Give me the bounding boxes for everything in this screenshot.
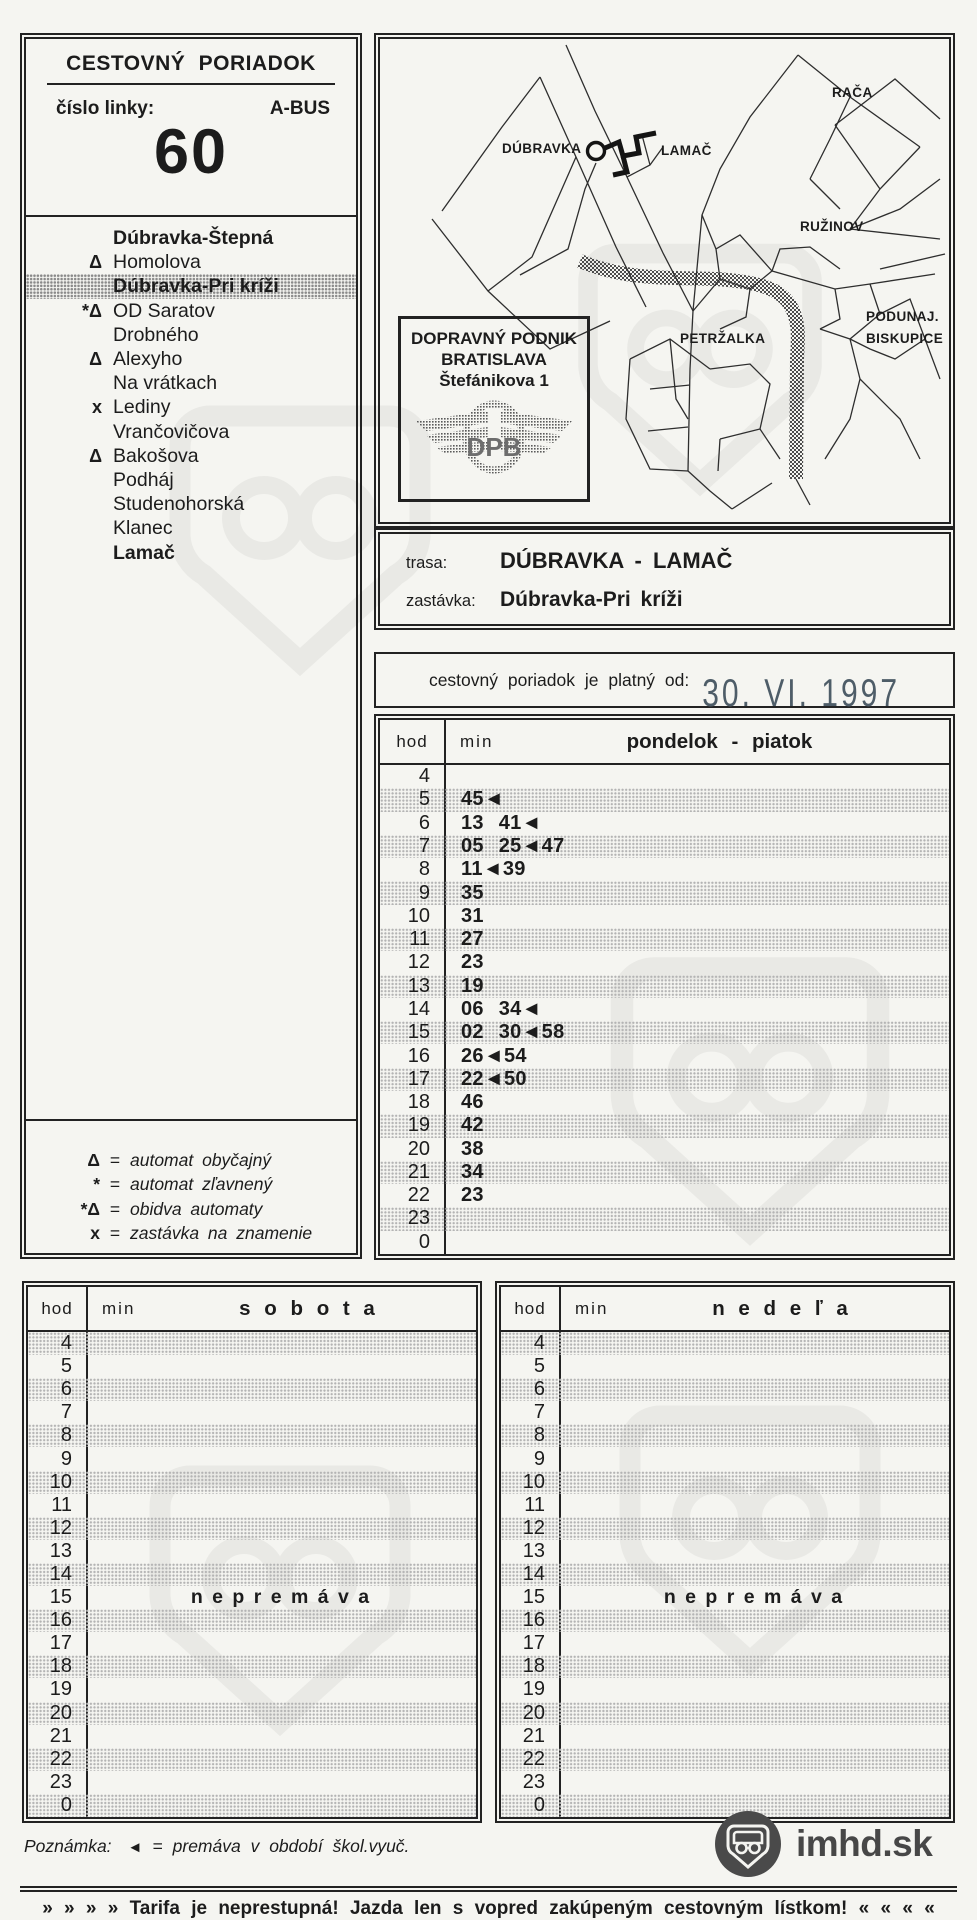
route-label: trasa: <box>406 554 448 572</box>
minutes-cell: 11◄39 <box>461 858 526 881</box>
hour-cell: 4 <box>533 1332 545 1355</box>
hour-cell: 16 <box>407 1044 430 1067</box>
map-label-petrzalka: PETRŽALKA <box>680 331 766 346</box>
timetable-row <box>28 1794 476 1817</box>
timetable-row <box>28 1702 476 1725</box>
footnote <box>24 1836 409 1857</box>
timetable-row <box>28 1563 476 1586</box>
line-info-panel <box>20 33 362 1259</box>
hour-cell: 12 <box>49 1516 72 1539</box>
timetable-row <box>380 951 949 974</box>
timetable-row <box>28 1447 476 1470</box>
timetable-row <box>28 1748 476 1771</box>
minutes-cell: 46 <box>461 1091 484 1114</box>
stop-symbol: Δ <box>89 252 102 273</box>
legend-row <box>26 1197 356 1222</box>
legend-symbol: Δ <box>87 1149 100 1170</box>
line-header <box>26 39 356 217</box>
stop-name: Vrančovičova <box>113 420 230 443</box>
timetable-header <box>380 720 949 765</box>
stop-name: Alexyho <box>113 348 183 371</box>
hour-cell: 8 <box>60 1424 72 1447</box>
timetable-row <box>501 1609 949 1632</box>
timetable-row <box>28 1401 476 1424</box>
timetable-row <box>28 1517 476 1540</box>
timetable-row <box>501 1655 949 1678</box>
hour-cell: 23 <box>407 1207 430 1230</box>
hour-cell: 5 <box>60 1355 72 1378</box>
timetable-row <box>380 1161 949 1184</box>
school-service-icon: ◄ <box>127 1839 143 1856</box>
timetable-row <box>28 1655 476 1678</box>
timetable-row <box>380 1114 949 1137</box>
minutes-cell: 38 <box>461 1137 484 1160</box>
hour-cell: 22 <box>522 1747 545 1770</box>
route-info-box <box>374 528 955 630</box>
timetable-row <box>501 1332 949 1355</box>
hour-cell: 21 <box>49 1724 72 1747</box>
imhd-branding <box>714 1810 932 1878</box>
timetable-row <box>28 1355 476 1378</box>
stop-name: Bakošova <box>113 444 199 467</box>
map-label-raca: RAČA <box>832 85 873 100</box>
timetable-row <box>501 1748 949 1771</box>
map-label-ruzinov: RUŽINOV <box>800 219 864 234</box>
stop-value: Dúbravka-Pri kríži <box>500 588 683 611</box>
stop-row <box>26 420 356 444</box>
minutes-cell: 23 <box>461 951 484 974</box>
hour-cell: 0 <box>60 1793 72 1816</box>
stop-name: Klanec <box>113 517 173 540</box>
hour-cell: 16 <box>522 1609 545 1632</box>
timetable-row <box>28 1494 476 1517</box>
hour-cell: 20 <box>522 1701 545 1724</box>
notice-lead-arrows: » » » » <box>42 1898 119 1919</box>
company-name-2: BRATISLAVA <box>441 350 547 369</box>
timetable-row <box>380 788 949 811</box>
timetable-row <box>380 881 949 904</box>
hour-cell: 11 <box>409 928 430 951</box>
hour-cell: 9 <box>60 1447 72 1470</box>
hour-cell: 9 <box>533 1447 545 1470</box>
hour-cell: 5 <box>533 1355 545 1378</box>
stop-list <box>26 217 356 1119</box>
timetable-row <box>380 975 949 998</box>
hour-cell: 10 <box>49 1470 72 1493</box>
hour-cell: 14 <box>49 1562 72 1585</box>
hour-cell: 13 <box>407 974 430 997</box>
hour-cell: 20 <box>407 1137 430 1160</box>
hour-cell: 18 <box>407 1091 430 1114</box>
hour-cell: 10 <box>407 904 430 927</box>
hour-cell: 10 <box>522 1470 545 1493</box>
hour-cell: 18 <box>49 1655 72 1678</box>
day-label: pondelok - piatok <box>626 729 813 753</box>
equals-sign: = <box>109 1149 121 1170</box>
line-type-code: A-BUS <box>269 98 330 119</box>
hour-cell: 7 <box>533 1401 545 1424</box>
validity-date-stamp: 30. VI. 1997 <box>702 672 901 715</box>
hour-cell: 11 <box>51 1493 72 1516</box>
hour-column-header: hod <box>514 1298 546 1318</box>
hour-cell: 19 <box>407 1114 430 1137</box>
route-value: DÚBRAVKA - LAMAČ <box>500 548 733 573</box>
stop-symbol: x <box>91 397 102 418</box>
hour-cell: 16 <box>49 1609 72 1632</box>
day-label: n e d e ľ a <box>712 1296 848 1320</box>
timetable-row <box>501 1378 949 1401</box>
timetable-row <box>501 1632 949 1655</box>
footnote-label: Poznámka: <box>24 1836 112 1856</box>
hour-cell: 5 <box>418 788 430 811</box>
no-service-note: n e p r e m á v a <box>190 1586 372 1609</box>
map-label-podunaj-1: PODUNAJ. <box>866 309 939 324</box>
legend-text: automat zľavnený <box>130 1174 273 1195</box>
hour-cell: 4 <box>60 1332 72 1355</box>
timetable-row <box>501 1702 949 1725</box>
timetable-row <box>501 1517 949 1540</box>
transport-company-box <box>398 316 590 502</box>
legend-row <box>26 1148 356 1173</box>
stop-row <box>26 468 356 492</box>
timetable-row <box>380 1044 949 1067</box>
timetable-row <box>501 1494 949 1517</box>
stop-row <box>26 299 356 323</box>
weekday-timetable <box>374 714 955 1260</box>
hour-cell: 23 <box>522 1770 545 1793</box>
stop-row <box>26 226 356 250</box>
timetable-row <box>28 1771 476 1794</box>
stop-name: Studenohorská <box>113 493 245 516</box>
hour-cell: 23 <box>49 1770 72 1793</box>
validity-label: cestovný poriadok je platný od: <box>428 669 690 690</box>
footer-rule <box>20 1886 957 1892</box>
page-title: CESTOVNÝ PORIADOK <box>66 52 316 75</box>
equals-sign: = <box>109 1223 121 1244</box>
stop-row <box>26 540 356 564</box>
symbol-legend <box>26 1119 356 1253</box>
legend-text: obidva automaty <box>130 1198 263 1219</box>
stop-row <box>26 492 356 516</box>
equals-sign: = <box>109 1198 121 1219</box>
minutes-cell: 19 <box>461 974 484 997</box>
hour-cell: 6 <box>418 811 430 834</box>
company-address: Štefánikova 1 <box>439 371 549 390</box>
minute-column-header: min <box>575 1298 609 1318</box>
legend-row <box>26 1173 356 1198</box>
timetable-row <box>501 1771 949 1794</box>
hour-cell: 19 <box>522 1678 545 1701</box>
stop-symbol: Δ <box>89 349 102 370</box>
minutes-cell: 06 34◄ <box>461 997 542 1020</box>
stop-row <box>26 347 356 371</box>
timetable-row <box>380 858 949 881</box>
timetable-header <box>501 1287 949 1332</box>
hour-cell: 21 <box>407 1160 430 1183</box>
timetable-row <box>28 1471 476 1494</box>
timetable-row <box>28 1632 476 1655</box>
minutes-cell: 34 <box>461 1160 484 1183</box>
timetable-row <box>501 1424 949 1447</box>
timetable-row <box>501 1563 949 1586</box>
hour-cell: 7 <box>418 834 430 857</box>
no-service-note: n e p r e m á v a <box>663 1586 845 1609</box>
timetable-row <box>28 1678 476 1701</box>
legend-text: zastávka na znamenie <box>130 1223 313 1244</box>
timetable-row <box>380 1231 949 1254</box>
notice-text: Tarifa je neprestupná! Jazda len s vopred zakúpeným cestovným lístkom! <box>129 1898 848 1919</box>
hour-cell: 20 <box>49 1701 72 1724</box>
stop-row <box>26 395 356 419</box>
stop-symbol: Δ <box>89 445 102 466</box>
stop-name: Podháj <box>113 468 174 491</box>
notice-trail-arrows: « « « « <box>858 1898 935 1919</box>
stop-row <box>26 323 356 347</box>
imhd-site-name: imhd.sk <box>796 1823 933 1864</box>
route-60-highlight <box>588 133 657 175</box>
timetable-row <box>28 1378 476 1401</box>
hour-cell: 9 <box>418 881 430 904</box>
hour-cell: 6 <box>533 1378 545 1401</box>
imhd-logo-icon <box>714 1810 782 1878</box>
timetable-row <box>380 812 949 835</box>
minute-column-header: min <box>102 1298 136 1318</box>
stop-name: Lamač <box>113 541 175 564</box>
timetable-row <box>380 1138 949 1161</box>
timetable-header <box>28 1287 476 1332</box>
hour-cell: 8 <box>533 1424 545 1447</box>
hour-cell: 22 <box>49 1747 72 1770</box>
minutes-cell: 05 25◄47 <box>461 834 565 857</box>
timetable-row <box>380 905 949 928</box>
hour-cell: 11 <box>524 1493 545 1516</box>
equals-sign: = <box>109 1174 121 1195</box>
timetable-row <box>380 1184 949 1207</box>
minutes-cell: 26◄54 <box>461 1044 527 1067</box>
hour-cell: 13 <box>49 1539 72 1562</box>
tariff-notice <box>0 1898 977 1920</box>
map-label-podunaj-2: BISKUPICE <box>866 331 944 346</box>
minutes-cell: 35 <box>461 881 484 904</box>
timetable-row <box>380 835 949 858</box>
hour-cell: 13 <box>522 1539 545 1562</box>
hour-cell: 4 <box>418 765 430 788</box>
timetable-row <box>28 1332 476 1355</box>
hour-cell: 12 <box>522 1516 545 1539</box>
legend-symbol: * <box>93 1174 100 1195</box>
timetable-row <box>501 1678 949 1701</box>
timetable-row <box>501 1471 949 1494</box>
hour-cell: 14 <box>522 1562 545 1585</box>
legend-symbol: *Δ <box>80 1198 100 1219</box>
stop-name: Na vrátkach <box>113 372 218 395</box>
hour-cell: 22 <box>407 1184 430 1207</box>
equals-sign: = <box>152 1836 163 1856</box>
hour-cell: 17 <box>407 1067 430 1090</box>
stop-row <box>26 444 356 468</box>
minutes-cell: 22◄50 <box>461 1067 527 1090</box>
hour-cell: 14 <box>407 997 430 1020</box>
timetable-row <box>380 765 949 788</box>
minute-column-header: min <box>460 731 494 751</box>
hour-cell: 0 <box>533 1793 545 1816</box>
hour-cell: 12 <box>407 951 430 974</box>
minutes-cell: 31 <box>461 904 484 927</box>
timetable-row <box>28 1540 476 1563</box>
hour-cell: 17 <box>49 1632 72 1655</box>
hour-cell: 18 <box>522 1655 545 1678</box>
hour-column-header: hod <box>41 1298 73 1318</box>
stop-row <box>26 250 356 274</box>
stop-name: Dúbravka-Pri kríži <box>113 275 279 298</box>
timetable-row <box>501 1540 949 1563</box>
timetable-row <box>380 998 949 1021</box>
sunday-timetable <box>495 1281 955 1823</box>
hour-cell: 6 <box>60 1378 72 1401</box>
day-label: s o b o t a <box>239 1296 375 1320</box>
hour-cell: 8 <box>418 858 430 881</box>
validity-box <box>374 652 955 715</box>
minutes-cell: 42 <box>461 1114 484 1137</box>
stop-name: OD Saratov <box>113 299 215 322</box>
company-name-1: DOPRAVNÝ PODNIK <box>411 329 577 348</box>
minutes-cell: 23 <box>461 1184 484 1207</box>
timetable-row <box>501 1355 949 1378</box>
legend-text: automat obyčajný <box>130 1149 272 1170</box>
stop-name: Drobného <box>113 323 199 346</box>
hour-cell: 15 <box>522 1586 545 1609</box>
timetable-body <box>380 765 949 1254</box>
timetable-body <box>501 1332 949 1817</box>
timetable-body <box>28 1332 476 1817</box>
hour-cell: 0 <box>418 1230 430 1253</box>
stop-name: Homolova <box>113 251 201 274</box>
hour-cell: 17 <box>522 1632 545 1655</box>
hour-cell: 7 <box>60 1401 72 1424</box>
line-number: 60 <box>153 117 229 187</box>
hour-cell: 19 <box>49 1678 72 1701</box>
minutes-cell: 13 41◄ <box>461 811 542 834</box>
footnote-text: premáva v období škol.vyuč. <box>172 1836 410 1856</box>
legend-symbol: x <box>90 1223 100 1244</box>
timetable-row <box>380 1207 949 1230</box>
map-label-dubravka: DÚBRAVKA <box>502 141 582 156</box>
timetable-row <box>501 1725 949 1748</box>
hour-cell: 21 <box>522 1724 545 1747</box>
hour-cell: 15 <box>407 1021 430 1044</box>
stop-row <box>26 371 356 395</box>
hour-cell: 15 <box>49 1586 72 1609</box>
minutes-cell: 02 30◄58 <box>461 1021 565 1044</box>
saturday-timetable <box>22 1281 482 1823</box>
stop-symbol: *Δ <box>82 300 102 321</box>
map-label-lamac: LAMAČ <box>661 143 712 158</box>
minutes-cell: 27 <box>461 928 484 951</box>
timetable-row <box>28 1609 476 1632</box>
timetable-row <box>380 1068 949 1091</box>
dpb-monogram: DPB <box>466 432 522 462</box>
stop-name: Dúbravka-Štepná <box>113 227 274 250</box>
stop-row <box>26 274 356 298</box>
minutes-cell: 45◄ <box>461 788 504 811</box>
stop-row <box>26 516 356 540</box>
timetable-row <box>28 1424 476 1447</box>
timetable-row <box>28 1725 476 1748</box>
stop-name: Lediny <box>113 396 171 419</box>
timetable-row <box>380 928 949 951</box>
timetable-row <box>380 1021 949 1044</box>
city-map-panel <box>374 33 955 528</box>
line-number-label: číslo linky: <box>56 98 155 119</box>
hour-column-header: hod <box>396 731 428 751</box>
timetable-row <box>501 1401 949 1424</box>
legend-row <box>26 1222 356 1247</box>
timetable-row <box>380 1091 949 1114</box>
timetable-row <box>501 1447 949 1470</box>
stop-label: zastávka: <box>406 592 476 610</box>
